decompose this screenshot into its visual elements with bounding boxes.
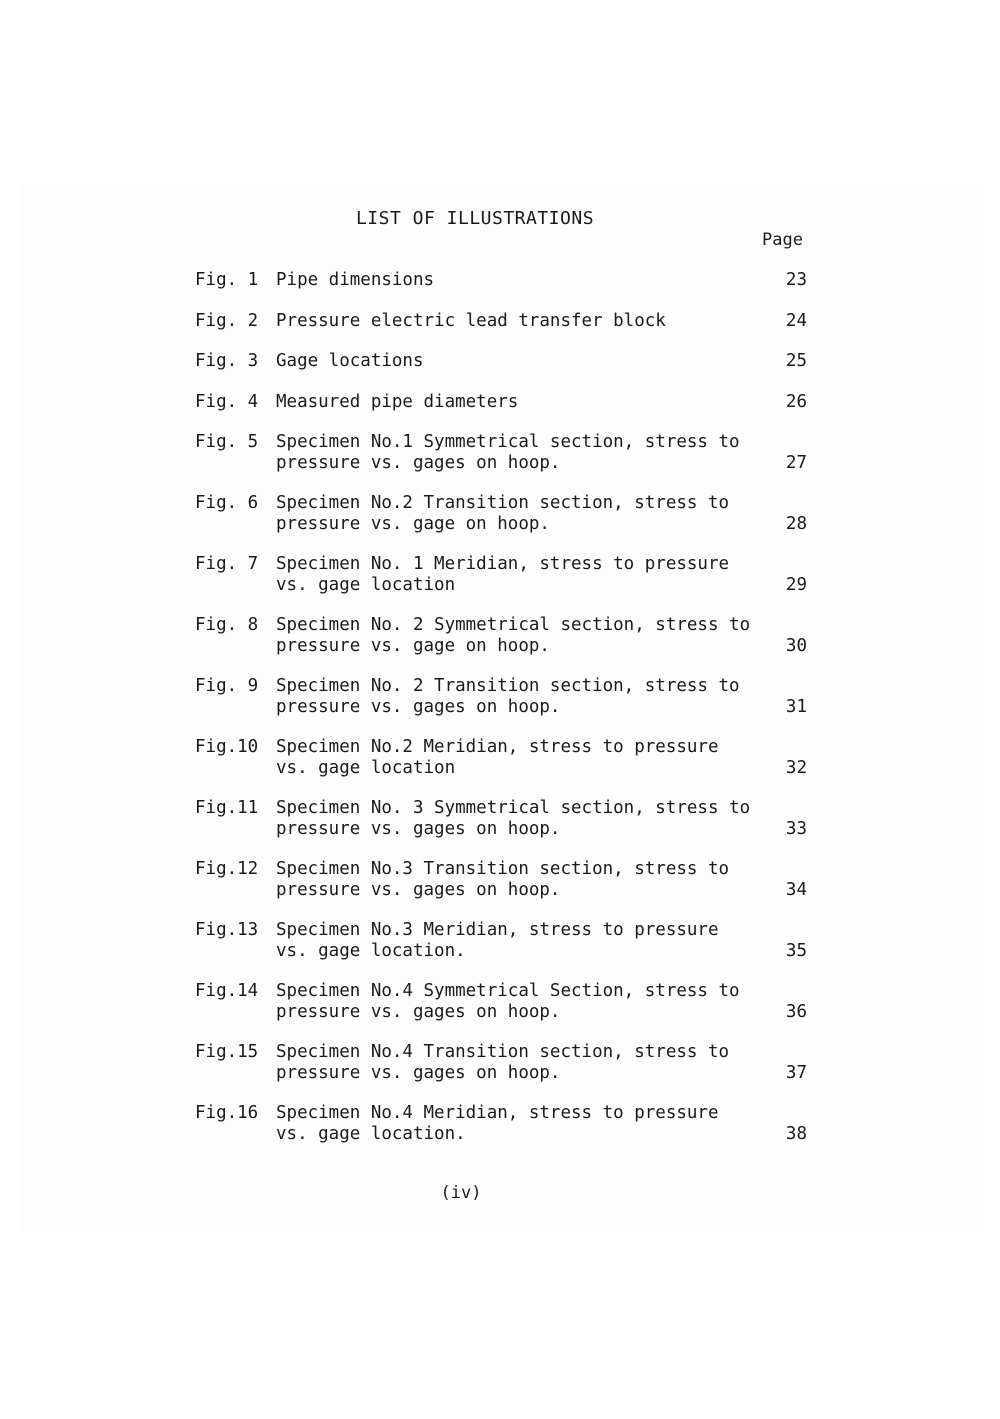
description-line: Specimen No.2 Transition section, stress to (276, 493, 730, 513)
figure-description (276, 351, 756, 372)
figure-description (276, 920, 756, 962)
figure-description (276, 432, 756, 474)
figure-description (276, 981, 756, 1023)
figure-description (276, 270, 756, 291)
description-line: Pipe dimensions (276, 270, 435, 290)
figure-label: Fig. 6 (195, 493, 259, 513)
figure-label: Fig. 1 (195, 270, 259, 290)
description-line: Specimen No.4 Transition section, stress to (276, 1042, 730, 1062)
description-line: Specimen No.3 Meridian, stress to pressure (276, 920, 719, 940)
list-item (195, 1103, 807, 1145)
list-item (195, 737, 807, 779)
description-line: pressure vs. gages on hoop. (276, 1063, 561, 1083)
figure-label: Fig.14 (195, 981, 259, 1001)
figure-description (276, 554, 756, 596)
figure-label: Fig.12 (195, 859, 259, 879)
figure-label: Fig.10 (195, 737, 259, 757)
description-line: vs. gage location. (276, 1124, 466, 1144)
page-number: 27 (785, 453, 807, 473)
description-line: Specimen No. 1 Meridian, stress to pressure (276, 554, 730, 574)
description-line: Pressure electric lead transfer block (276, 310, 666, 331)
list-item (195, 798, 807, 840)
figure-description (276, 798, 756, 840)
page-number: 31 (785, 697, 807, 717)
description-line: vs. gage location (276, 758, 456, 778)
page-number: 36 (785, 1002, 807, 1022)
description-line: pressure vs. gages on hoop. (276, 697, 561, 717)
figure-description (276, 311, 756, 332)
page-title: LIST OF ILLUSTRATIONS (355, 208, 595, 229)
list-item (195, 981, 807, 1023)
page-number: 30 (785, 636, 807, 656)
figure-description (276, 737, 756, 779)
figure-label: Fig. 4 (195, 391, 259, 412)
figure-label: Fig.11 (195, 798, 259, 818)
description-line: Specimen No.4 Symmetrical Section, stress to (276, 981, 740, 1001)
figure-label: Fig.16 (195, 1103, 259, 1123)
description-line: Specimen No. 2 Transition section, stress to (276, 676, 740, 696)
page-column-header: Page (762, 230, 803, 250)
description-line: Specimen No.3 Transition section, stress to (276, 859, 730, 879)
list-item (195, 1042, 807, 1084)
figure-description (276, 676, 756, 718)
page-number: 29 (785, 575, 807, 595)
page-number: 35 (785, 941, 807, 961)
page-number: 23 (785, 270, 807, 290)
description-line: pressure vs. gages on hoop. (276, 819, 561, 839)
description-line: pressure vs. gages on hoop. (276, 1002, 561, 1022)
description-line: Specimen No. 3 Symmetrical section, stress to (276, 798, 751, 818)
figure-label: Fig. 9 (195, 676, 259, 696)
description-line: vs. gage location. (276, 941, 466, 961)
figure-label: Fig. 7 (195, 554, 259, 574)
description-line: Specimen No.1 Symmetrical section, stress to (276, 432, 740, 452)
list-item (195, 270, 807, 291)
list-item (195, 859, 807, 901)
figure-label: Fig. 2 (195, 310, 259, 331)
list-item (195, 493, 807, 535)
description-line: Measured pipe diameters (276, 391, 519, 412)
list-item (195, 392, 807, 413)
description-line: pressure vs. gages on hoop. (276, 453, 561, 473)
figure-label: Fig. 3 (195, 351, 259, 371)
list-item (195, 432, 807, 474)
figure-label: Fig.13 (195, 920, 259, 940)
description-line: pressure vs. gages on hoop. (276, 880, 561, 900)
figure-description (276, 1042, 756, 1084)
list-item (195, 554, 807, 596)
description-line: pressure vs. gage on hoop. (276, 636, 550, 656)
figure-label: Fig. 5 (195, 432, 259, 452)
figure-label: Fig. 8 (195, 615, 259, 635)
page-number-footer: (iv) (440, 1183, 482, 1203)
figure-description (276, 1103, 756, 1145)
list-item (195, 311, 807, 332)
page-number: 34 (785, 880, 807, 900)
list-item (195, 920, 807, 962)
description-line: Specimen No.4 Meridian, stress to pressure (276, 1103, 719, 1123)
page-number: 25 (785, 351, 807, 371)
figure-description (276, 859, 756, 901)
page-number: 33 (785, 819, 807, 839)
description-line: Specimen No.2 Meridian, stress to pressure (276, 737, 719, 757)
list-item (195, 351, 807, 372)
description-line: pressure vs. gage on hoop. (276, 514, 550, 534)
page-number: 24 (785, 310, 807, 331)
figure-description (276, 615, 756, 657)
page-number: 37 (785, 1063, 807, 1083)
illustrations-list (195, 270, 807, 1164)
page-number: 26 (785, 391, 807, 412)
page-number: 32 (785, 758, 807, 778)
list-item (195, 676, 807, 718)
description-line: Specimen No. 2 Symmetrical section, stress to (276, 615, 751, 635)
page-number: 28 (785, 514, 807, 534)
figure-description (276, 493, 756, 535)
description-line: Gage locations (276, 351, 424, 371)
figure-label: Fig.15 (195, 1042, 259, 1062)
figure-description (276, 392, 756, 413)
page-number: 38 (785, 1124, 807, 1144)
list-item (195, 615, 807, 657)
description-line: vs. gage location (276, 575, 456, 595)
